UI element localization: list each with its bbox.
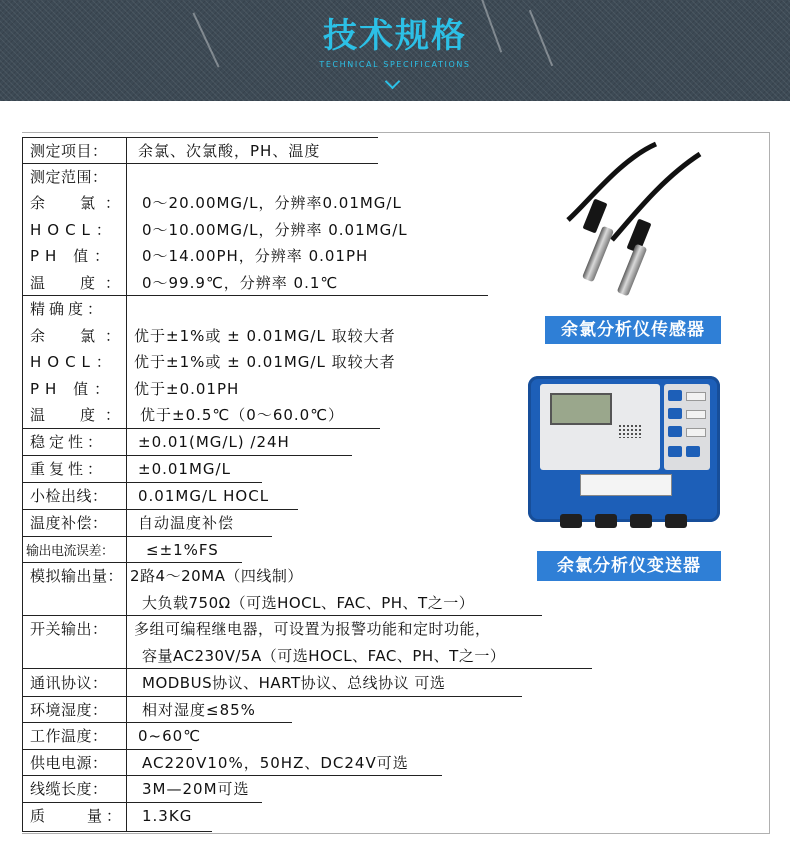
spec-label: 温 度： — [30, 406, 131, 424]
spec-value: 优于±0.01PH — [134, 380, 240, 398]
header-banner — [0, 0, 790, 101]
spec-label: 测定项目： — [30, 142, 108, 160]
spec-value: ≤±1%FS — [146, 540, 219, 559]
key-up-icon — [668, 446, 682, 457]
row-divider — [22, 562, 242, 563]
spec-label: 工作温度： — [30, 727, 108, 745]
spec-value: 2路4～20MA（四线制） — [130, 567, 303, 585]
cable-gland — [630, 514, 652, 528]
cable-gland — [595, 514, 617, 528]
row-divider — [22, 455, 352, 456]
key-label-plate — [686, 428, 706, 437]
key-shift-icon — [668, 408, 682, 419]
spec-label: 输出电流误差： — [26, 544, 114, 559]
spec-label: 精确度： — [30, 300, 107, 318]
spec-label: 通讯协议： — [30, 674, 108, 692]
spec-label: 温 度： — [30, 274, 131, 292]
sheet-border-right — [769, 132, 770, 834]
page-title: 技术规格 — [323, 16, 467, 56]
spec-value: 0～10.00MG/L，分辨率 0.01MG/L — [142, 221, 408, 239]
spec-value: 容量AC230V/5A（可选HOCL、FAC、PH、T之一） — [142, 647, 506, 665]
key-enter-icon — [668, 426, 682, 437]
spec-label: HOCL： — [30, 353, 117, 371]
sensor-caption: 余氯分析仪传感器 — [545, 316, 721, 344]
spec-value: 优于±1%或 ± 0.01MG/L 取较大者 — [134, 327, 396, 345]
spec-label: HOCL： — [30, 221, 117, 239]
row-divider — [22, 428, 380, 429]
row-divider — [22, 536, 272, 537]
lcd-display — [550, 393, 612, 425]
spec-label: 线缆长度： — [30, 780, 108, 798]
name-plate — [580, 474, 672, 496]
spec-value: 优于±1%或 ± 0.01MG/L 取较大者 — [134, 353, 396, 371]
spec-value: 1.3KG — [142, 806, 193, 825]
cable-gland — [560, 514, 582, 528]
spec-value: 大负载750Ω（可选HOCL、FAC、PH、T之一） — [142, 594, 475, 612]
row-divider — [22, 163, 378, 164]
spec-value: 0~60℃ — [138, 726, 202, 745]
spec-label: 模拟输出量： — [30, 567, 124, 585]
spec-value: 自动温度补偿 — [138, 514, 235, 532]
spec-label: 余 氯： — [30, 327, 131, 345]
spec-label: 余 氯： — [30, 194, 131, 212]
spec-label: PH 值： — [30, 380, 116, 398]
spec-value: 0～99.9℃，分辨率 0.1℃ — [142, 274, 339, 292]
cable-gland — [665, 514, 687, 528]
row-divider — [22, 831, 212, 832]
spec-value: ±0.01MG/L — [138, 459, 231, 478]
spec-label: 供电电源： — [30, 754, 108, 772]
row-divider — [22, 509, 298, 510]
spec-value: 多组可编程继电器，可设置为报警功能和定时功能， — [134, 620, 491, 638]
row-divider — [22, 696, 522, 697]
row-divider — [22, 722, 292, 723]
spec-value: 3M—20M可选 — [142, 780, 250, 798]
spec-label: 重复性： — [30, 460, 107, 478]
table-column-divider — [126, 137, 127, 832]
spec-label: 测定范围： — [30, 168, 108, 186]
spec-value: 0～20.00MG/L，分辨率0.01MG/L — [142, 194, 402, 212]
key-menu-icon — [668, 390, 682, 401]
chevron-down-icon — [385, 74, 401, 90]
spec-label: 环境湿度： — [30, 701, 108, 719]
row-divider — [22, 749, 192, 750]
spec-label: 开关输出： — [30, 620, 108, 638]
speaker-grill — [618, 424, 642, 438]
spec-label: 小检出线： — [30, 487, 108, 505]
row-divider — [22, 668, 592, 669]
page-subtitle: TECHNICAL SPECIFICATIONS — [319, 60, 471, 69]
key-label-plate — [686, 410, 706, 419]
spec-value: 优于±0.5℃（0～60.0℃） — [140, 406, 345, 424]
row-divider — [22, 295, 488, 296]
spec-value: 相对湿度≤85% — [142, 701, 256, 719]
transmitter-image — [528, 376, 720, 522]
spec-value: MODBUS协议、HART协议、总线协议 可选 — [142, 674, 446, 692]
spec-value: 0.01MG/L HOCL — [138, 486, 270, 505]
row-divider — [22, 615, 542, 616]
spec-value: 余氯、次氯酸，PH、温度 — [138, 142, 321, 160]
spec-label: 质 量： — [30, 807, 126, 825]
row-divider — [22, 137, 378, 138]
sensor-image — [560, 140, 710, 300]
key-down-icon — [686, 446, 700, 457]
key-label-plate — [686, 392, 706, 401]
table-border-left — [22, 137, 23, 832]
spec-value: ±0.01(MG/L) /24H — [138, 432, 290, 451]
spec-label: 稳定性： — [30, 433, 107, 451]
row-divider — [22, 802, 262, 803]
spec-label: PH 值： — [30, 247, 116, 265]
spec-value: AC220V10%，50HZ、DC24V可选 — [142, 754, 409, 772]
sheet-border-top — [22, 132, 770, 133]
transmitter-caption: 余氯分析仪变送器 — [537, 551, 721, 581]
spec-label: 温度补偿： — [30, 514, 108, 532]
row-divider — [22, 775, 442, 776]
sheet-border-bottom — [22, 833, 770, 834]
row-divider — [22, 482, 262, 483]
spec-value: 0～14.00PH，分辨率 0.01PH — [142, 247, 369, 265]
